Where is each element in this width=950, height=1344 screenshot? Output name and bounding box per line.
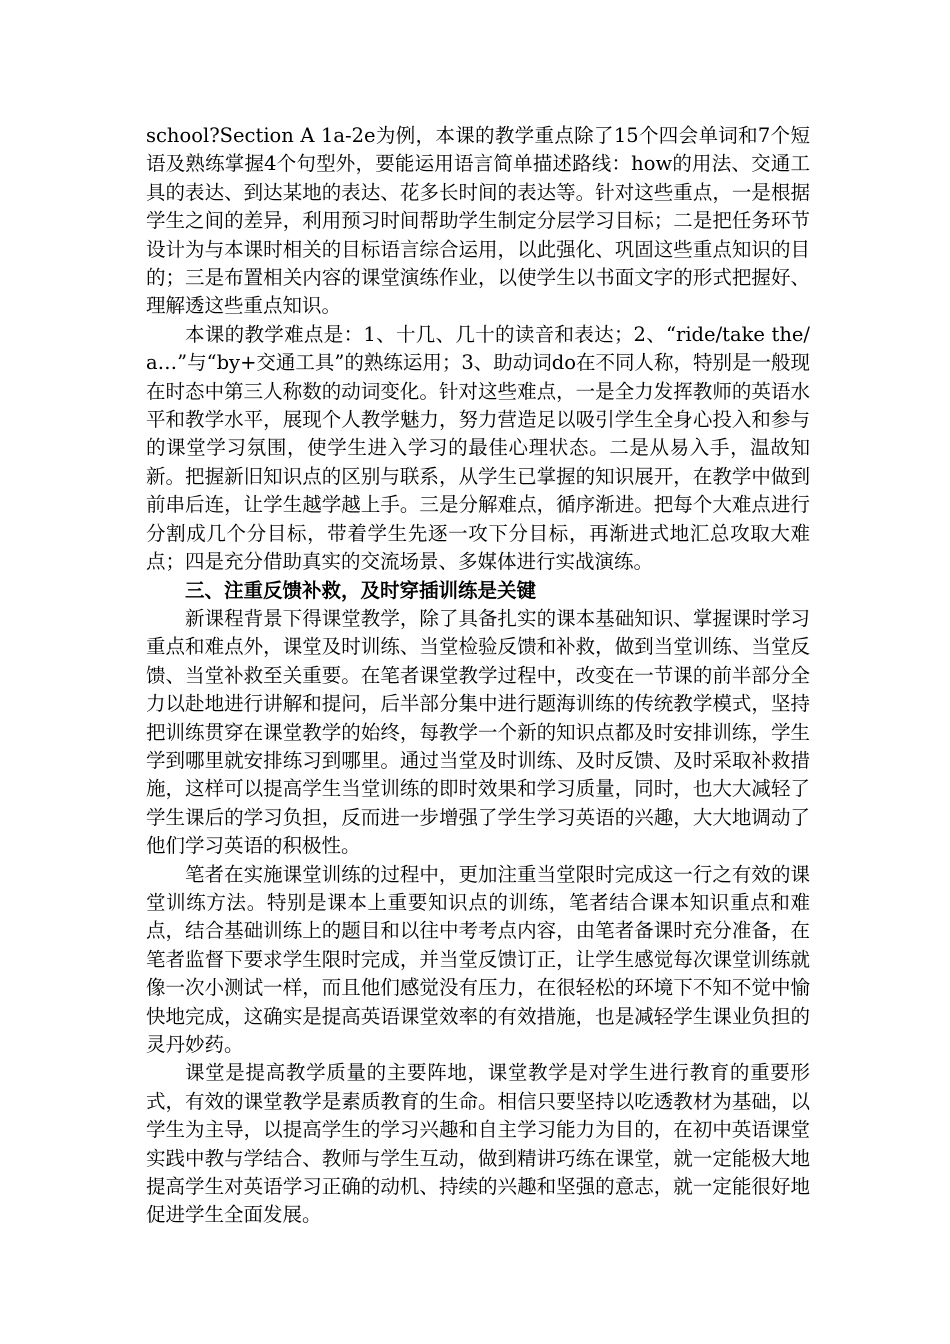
paragraph-teaching-key-points: school?Section A 1a-2e为例，本课的教学重点除了15个四会单词和7个短语及熟练掌握4个句型外，要能运用语言简单描述路线：how的用法、交通工具的表达、到达某地的表达、花多长时间的表达等。针对这些重点，一是根据学生之间的差异，利用预习时间帮助学生制定分层学习目标；二是把任务环节设计为与本课时相关的目标语言综合运用，以此强化、巩固这些重点知识的目的；三是布置相关内容的课堂演练作业，以使学生以书面文字的形式把握好、理解透这些重点知识。 <box>146 124 810 318</box>
document-body <box>146 122 810 1230</box>
paragraph-teaching-difficulties: 本课的教学难点是：1、十几、几十的读音和表达；2、“ride/take the/a…”与“by+交通工具”的熟练运用；3、助动词do在不同人称，特别是一般现在时态中第三人称数的动词变化。针对这些难点，一是全力发挥教师的英语水平和教学水平，展现个人教学魅力，努力营造足以吸引学生全身心投入和参与的课堂学习氛围，使学生进入学习的最佳心理状态。二是从易入手，温故知新。把握新旧知识点的区别与联系，从学生已掌握的知识展开，在教学中做到前串后连，让学生越学越上手。三是分解难点，循序渐进。把每个大难点进行分割成几个分目标，带着学生先逐一攻下分目标，再渐进式地汇总攻取大难点；四是充分借助真实的交流场景、多媒体进行实战演练。 <box>146 322 811 574</box>
paragraph-conclusion: 课堂是提高教学质量的主要阵地，课堂教学是对学生进行教育的重要形式，有效的课堂教学是素质教育的生命。相信只要坚持以吃透教材为基础，以学生为主导，以提高学生的学习兴趣和自主学习能力为目的，在初中英语课堂实践中教与学结合、教师与学生互动，做到精讲巧练在课堂，就一定能极大地提高学生对英语学习正确的动机、持续的兴趣和坚强的意志，就一定能很好地促进学生全面发展。 <box>146 1061 810 1227</box>
paragraph-timed-practice: 笔者在实施课堂训练的过程中，更加注重当堂限时完成这一行之有效的课堂训练方法。特别是课本上重要知识点的训练，笔者结合课本知识重点和难点，结合基础训练上的题目和以往中考考点内容，由笔者备课时充分准备，在笔者监督下要求学生限时完成，并当堂反馈订正，让学生感觉每次课堂训练就像一次小测试一样，而且他们感觉没有压力，在很轻松的环境下不知不觉中愉快地完成，这确实是提高英语课堂效率的有效措施，也是减轻学生课业负担的灵丹妙药。 <box>146 862 810 1056</box>
section-heading-feedback: 三、注重反馈补救，及时穿插训练是关键 <box>185 578 537 602</box>
paragraph-classroom-training: 新课程背景下得课堂教学，除了具备扎实的课本基础知识、掌握课时学习重点和难点外，课堂及时训练、当堂检验反馈和补救，做到当堂训练、当堂反馈、当堂补救至关重要。在笔者课堂教学过程中，改变在一节课的前半部分全力以赴地进行讲解和提问，后半部分集中进行题海训练的传统教学模式，坚持把训练贯穿在课堂教学的始终，每教学一个新的知识点都及时安排训练，学生学到哪里就安排练习到哪里。通过当堂及时训练、及时反馈、及时采取补救措施，这样可以提高学生当堂训练的即时效果和学习质量，同时，也大大减轻了学生课后的学习负担，反而进一步增强了学生学习英语的兴趣，大大地调动了他们学习英语的积极性。 <box>146 606 810 858</box>
